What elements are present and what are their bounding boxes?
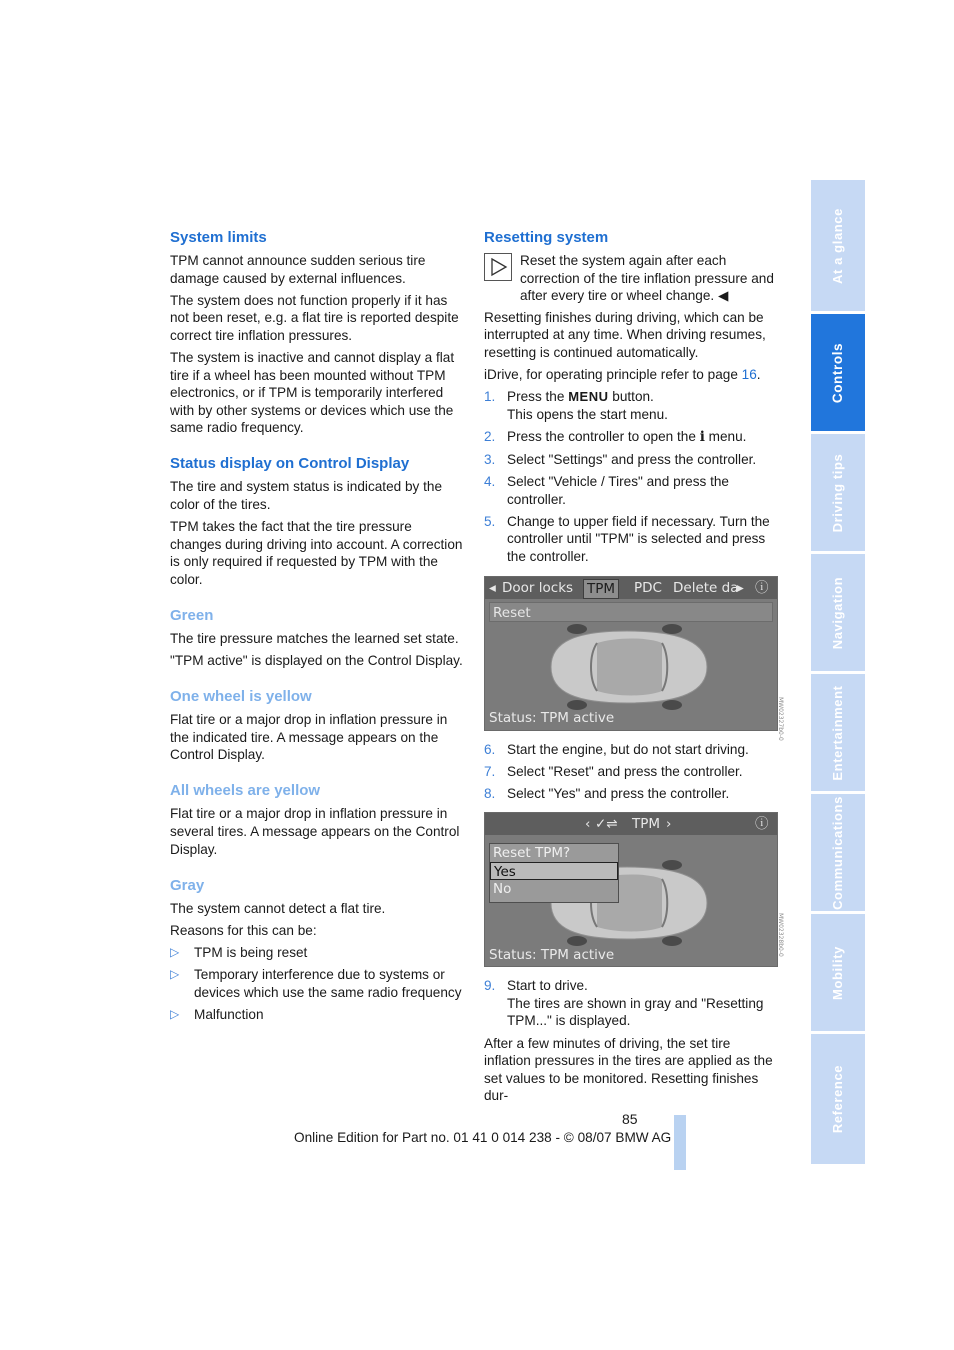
list-item: ▷ Malfunction [170,1006,264,1022]
paragraph: Flat tire or a major drop in inflation pressure in the indicated tire. A message appears on the Control Display. [170,712,448,763]
step-item: 8. Select "Yes" and press the controller. [484,785,730,801]
status-text: Status: TPM active [489,709,615,726]
reset-row: Reset [489,602,773,622]
bullet-arrow-icon: ▷ [170,1006,180,1021]
tab-reference[interactable]: Reference [811,1034,865,1164]
tab-at-a-glance[interactable]: At a glance [811,180,865,311]
paragraph: TPM cannot announce sudden serious tire damage caused by external influences. [170,253,426,286]
option-yes: Yes [490,862,618,880]
note-block [484,252,778,305]
end-mark-icon: ◀ [714,288,729,304]
footer-text: Online Edition for Part no. 01 41 0 014 238 - © 08/07 BMW AG [294,1130,672,1145]
reset-tpm-popup [489,843,619,903]
note-triangle-icon [484,253,512,281]
paragraph: Flat tire or a major drop in inflation pressure in several tires. A message appears on the Control Display. [170,806,460,857]
step-item: 6. Start the engine, but do not start driving. [484,741,749,757]
status-display-heading: Status display on Control Display [170,455,410,473]
step-item: 9. Start to drive. The tires are shown in gray and "Resetting TPM..." is displayed. [484,978,764,1029]
tab-controls[interactable]: Controls [811,314,865,431]
arrow-left-icon: ‹ [585,816,591,833]
popup-title: Reset TPM? [493,845,571,862]
tab-pdc: PDC [634,579,662,596]
page-number: 85 [622,1111,638,1127]
resetting-system-heading: Resetting system [484,229,609,246]
page-link[interactable]: 16 [741,367,757,383]
arrow-left-icon: ◂ [489,579,496,596]
paragraph: iDrive, for operating principle refer to page 16. [484,367,761,383]
control-display-screenshot-reset-tpm [484,812,784,967]
info-menu-icon: i [699,428,705,445]
tab-driving-tips[interactable]: Driving tips [811,434,865,551]
green-heading: Green [170,607,214,624]
screen-tab-bar [485,577,777,599]
arrow-right-icon: ▸ [737,579,744,596]
figure-code: MW02327b0-0 [777,696,784,741]
bullet-arrow-icon: ▷ [170,967,180,982]
screen-title-bar [485,813,777,835]
tab-entertainment[interactable]: Entertainment [811,674,865,791]
control-display-screenshot-tpm [484,576,784,741]
option-no: No [493,881,512,898]
step-item: 5. Change to upper field if necessary. Turn the controller until "TPM" is selected and press the controller. [484,513,770,564]
one-wheel-yellow-heading: One wheel is yellow [170,688,312,706]
paragraph: The tire pressure matches the learned set state. [170,631,459,646]
paragraph: "TPM active" is displayed on the Control Display. [170,653,463,669]
gray-heading: Gray [170,876,205,894]
info-icon: ⓘ [755,579,769,596]
tab-navigation[interactable]: Navigation [811,554,865,671]
screen-title: TPM [632,816,661,833]
right-column [484,228,784,1109]
footer-accent-bar [674,1115,686,1170]
system-limits-heading: System limits [170,229,267,246]
figure-code: MW02328b0-0 [777,913,784,958]
step-item: 1. Press the MENU button. This opens the start menu. [484,389,668,422]
car-check-icon: ✓⇌ [595,816,618,833]
tab-door-locks: Door locks [502,579,574,596]
list-item: ▷ Temporary interference due to systems or devices which use the same radio frequency [170,967,462,1000]
arrow-right-icon: › [666,816,672,833]
paragraph: TPM takes the fact that the tire pressure changes during driving into account. A correction is only required if requested by TPM with the color. [170,519,463,587]
tab-mobility[interactable]: Mobility [811,914,865,1031]
paragraph: The system cannot detect a flat tire. [170,900,386,916]
tab-delete-data: Delete da [673,579,739,596]
paragraph: Resetting finishes during driving, which can be interrupted at any time. When driving resumes, resetting is continued automatically. [484,309,766,360]
paragraph: The system is inactive and cannot display a flat tire if a wheel has been mounted without TPM electronics, or if TPM is temporarily interfered with by other systems or devices which use the same radio frequency. [170,349,455,436]
tab-communications[interactable]: Communications [811,794,865,911]
step-item: 7. Select "Reset" and press the controller. [484,763,743,779]
tab-tpm: TPM [583,579,619,599]
bullet-arrow-icon: ▷ [170,944,180,959]
note-text: Reset the system again after each correction of the tire inflation pressure and after every tire or wheel change. [520,253,774,304]
paragraph: The tire and system status is indicated by the color of the tires. [170,479,443,513]
paragraph: After a few minutes of driving, the set tire inflation pressures in the tires are applied as the set values to be monitored. Resetting finishes dur- [484,1035,773,1104]
all-wheels-yellow-heading: All wheels are yellow [170,782,321,800]
car-top-view-icon [537,619,717,715]
list-item: ▷ TPM is being reset [170,944,308,960]
status-text: Status: TPM active [489,946,615,963]
step-item: 4. Select "Vehicle / Tires" and press the controller. [484,474,729,507]
menu-button-icon: MENU [568,389,609,405]
step-item: 2. Press the controller to open the i menu. [484,428,747,445]
chapter-tabs [811,180,865,1167]
paragraph: Reasons for this can be: [170,922,317,938]
step-item: 3. Select "Settings" and press the controller. [484,451,757,467]
info-icon: ⓘ [755,816,769,833]
left-column [170,228,463,1028]
paragraph: The system does not function properly if it has not been reset, e.g. a flat tire is reported despite correct tire inflation pressures. [170,292,459,343]
